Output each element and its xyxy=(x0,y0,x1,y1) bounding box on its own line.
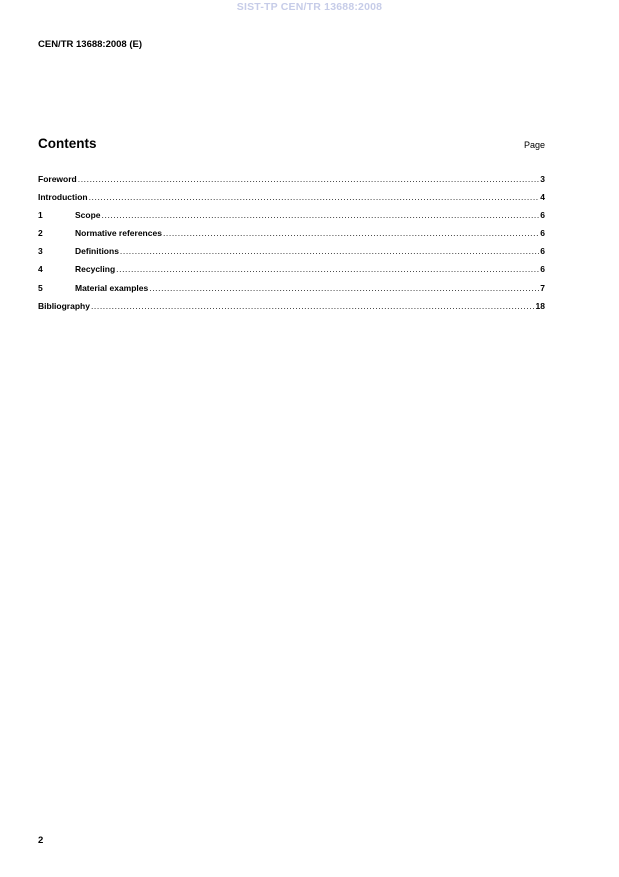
toc-entry-scope[interactable] xyxy=(38,210,545,228)
dot-leader xyxy=(163,228,539,238)
toc-entry-definitions[interactable] xyxy=(38,246,545,264)
toc-entry-title: Recycling xyxy=(75,264,116,275)
toc-entry-number: 1 xyxy=(38,210,43,221)
dot-leader xyxy=(149,283,539,293)
toc-entry-recycling[interactable] xyxy=(38,264,545,282)
toc-entry-title: Normative references xyxy=(75,228,162,239)
toc-entry-title: Bibliography xyxy=(38,300,90,311)
watermark: SIST-TP CEN/TR 13688:2008 xyxy=(236,1,383,13)
toc-entry-page: 6 xyxy=(540,264,545,275)
dot-leader xyxy=(91,301,535,311)
toc-entry-number: 5 xyxy=(38,282,43,293)
toc-entry-title: Foreword xyxy=(38,174,77,184)
page-number: 2 xyxy=(38,835,44,846)
toc-entry-number: 2 xyxy=(38,228,43,239)
table-of-contents xyxy=(38,174,545,319)
toc-entry-page: 18 xyxy=(535,300,545,311)
toc-entry-introduction[interactable] xyxy=(38,192,545,210)
toc-entry-page: 6 xyxy=(540,246,545,257)
toc-entry-title: Scope xyxy=(75,210,101,221)
toc-entry-title: Material examples xyxy=(75,282,149,293)
toc-entry-page: 7 xyxy=(540,282,545,293)
dot-leader xyxy=(120,246,539,256)
dot-leader xyxy=(116,264,539,274)
toc-entry-title: Introduction xyxy=(38,192,88,203)
toc-entry-page: 3 xyxy=(540,174,545,184)
toc-entry-normative-references[interactable] xyxy=(38,228,545,246)
toc-entry-number: 4 xyxy=(38,264,43,275)
page-column-label: Page xyxy=(523,140,545,150)
contents-heading: Contents xyxy=(38,136,97,151)
dot-leader xyxy=(89,192,540,202)
dot-leader xyxy=(102,210,540,220)
toc-entry-material-examples[interactable] xyxy=(38,283,545,301)
toc-entry-page: 6 xyxy=(540,210,545,221)
toc-entry-page: 6 xyxy=(540,228,545,239)
toc-entry-bibliography[interactable] xyxy=(38,301,545,319)
dot-leader xyxy=(78,174,540,184)
document-id: CEN/TR 13688:2008 (E) xyxy=(38,39,143,50)
toc-entry-foreword[interactable] xyxy=(38,174,545,192)
toc-entry-title: Definitions xyxy=(75,246,119,257)
toc-entry-number: 3 xyxy=(38,246,43,257)
toc-entry-page: 4 xyxy=(540,192,545,203)
